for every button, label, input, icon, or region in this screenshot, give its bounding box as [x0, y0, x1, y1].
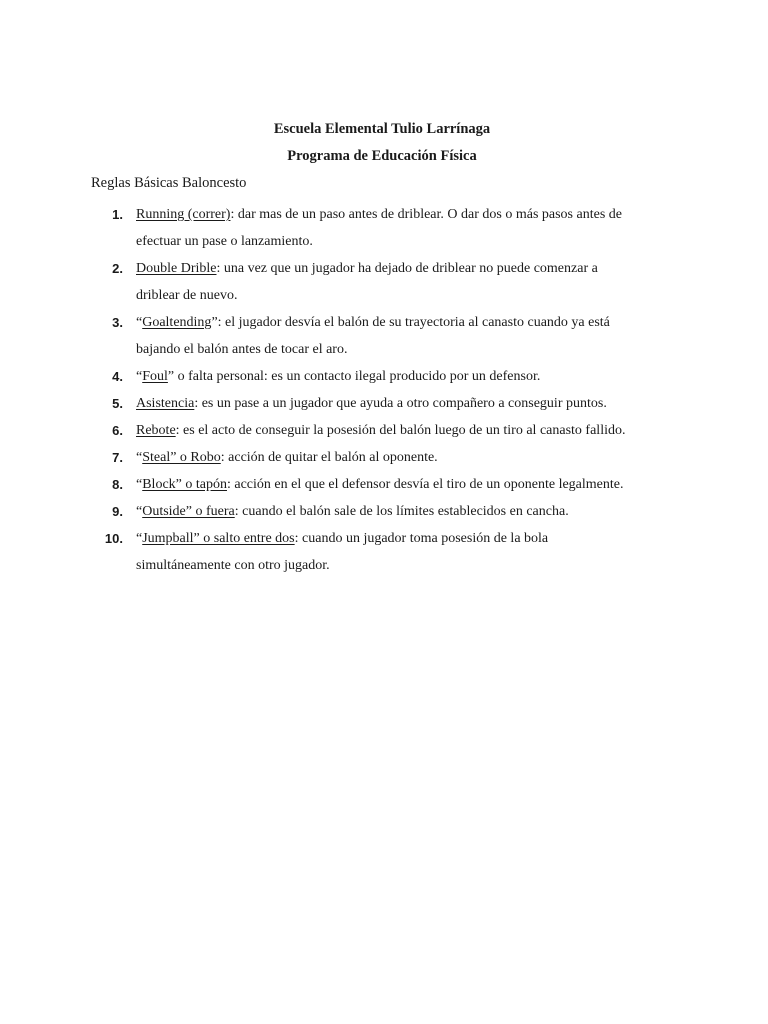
list-item: [0, 390, 768, 417]
list-item: [0, 498, 768, 525]
rule-number: 2.: [112, 261, 123, 276]
rules-list: [0, 201, 768, 579]
rule-text: [136, 255, 671, 309]
rule-term: Jumpball” o salto entre dos: [142, 531, 295, 546]
rule-term: Goaltending: [142, 315, 212, 330]
rule-term: Outside” o fuera: [142, 504, 235, 519]
rule-description: : acción en el que el defensor desvía el tiro de un oponente legalmente.: [226, 477, 624, 492]
rule-line: [136, 552, 671, 579]
rule-number: 10.: [104, 531, 123, 546]
rule-prefix: “: [136, 477, 143, 492]
rule-description: : cuando un jugador toma posesión de la bola: [294, 531, 549, 546]
rule-description: : cuando el balón sale de los límites establecidos en cancha.: [234, 504, 569, 519]
rule-text: [136, 390, 671, 417]
rule-line: [136, 282, 671, 309]
rule-line: [136, 336, 671, 363]
rule-description: ”: el jugador desvía el balón de su trayectoria al canasto cuando ya está: [211, 315, 610, 330]
rule-line: [136, 390, 671, 417]
rule-description: : una vez que un jugador ha dejado de driblear no puede comenzar a: [216, 261, 598, 276]
rule-line: [136, 363, 671, 390]
rule-term: Running (correr): [136, 207, 231, 222]
rule-number: 3.: [112, 315, 123, 330]
rule-description: driblear de nuevo.: [136, 288, 238, 303]
rule-line: [136, 309, 671, 336]
rule-line: [136, 255, 671, 282]
rule-text: [136, 417, 671, 444]
list-item: [0, 255, 768, 309]
rule-line: [136, 525, 671, 552]
rule-line: [136, 228, 671, 255]
school-title: Escuela Elemental Tulio Larrínaga: [273, 121, 491, 137]
rule-number: 4.: [112, 369, 123, 384]
rule-description: simultáneamente con otro jugador.: [136, 558, 330, 573]
rule-term: Asistencia: [136, 396, 195, 411]
list-item: [0, 309, 768, 363]
list-item: [0, 417, 768, 444]
list-item: [0, 363, 768, 390]
rule-term: Foul: [142, 369, 168, 384]
section-intro: Reglas Básicas Baloncesto: [91, 175, 247, 191]
rule-line: [136, 201, 671, 228]
rule-text: [136, 309, 671, 363]
program-title: Programa de Educación Física: [287, 148, 477, 164]
list-item: [0, 444, 768, 471]
rule-text: [136, 363, 671, 390]
rule-number: 6.: [112, 423, 123, 438]
list-item: [0, 471, 768, 498]
rule-prefix: “: [136, 450, 143, 465]
rule-description: ” o falta personal: es un contacto ilegal producido por un defensor.: [167, 369, 541, 384]
list-item: [0, 525, 768, 579]
rule-text: [136, 201, 671, 255]
rule-prefix: “: [136, 315, 143, 330]
rule-text: [136, 525, 671, 579]
rule-description: : es el acto de conseguir la posesión del balón luego de un tiro al canasto fallido.: [175, 423, 626, 438]
rule-line: [136, 417, 671, 444]
rule-prefix: “: [136, 531, 143, 546]
list-item: [0, 201, 768, 255]
rule-number: 5.: [112, 396, 123, 411]
rule-line: [136, 498, 671, 525]
rule-term: Block” o tapón: [142, 477, 227, 492]
rule-text: [136, 471, 671, 498]
rule-term: Steal” o Robo: [142, 450, 221, 465]
rule-prefix: “: [136, 504, 143, 519]
rule-line: [136, 471, 671, 498]
rule-description: : es un pase a un jugador que ayuda a otro compañero a conseguir puntos.: [194, 396, 607, 411]
rule-term: Double Drible: [136, 261, 217, 276]
rule-text: [136, 444, 671, 471]
rule-text: [136, 498, 671, 525]
rule-number: 9.: [112, 504, 123, 519]
rule-term: Rebote: [136, 423, 176, 438]
rule-number: 8.: [112, 477, 123, 492]
rule-description: : dar mas de un paso antes de driblear. O dar dos o más pasos antes de: [230, 207, 622, 222]
rule-number: 7.: [112, 450, 123, 465]
rule-line: [136, 444, 671, 471]
rule-description: : acción de quitar el balón al oponente.: [220, 450, 438, 465]
rule-description: bajando el balón antes de tocar el aro.: [136, 342, 348, 357]
rule-prefix: “: [136, 369, 143, 384]
rule-description: efectuar un pase o lanzamiento.: [136, 234, 313, 249]
rule-number: 1.: [112, 207, 123, 222]
